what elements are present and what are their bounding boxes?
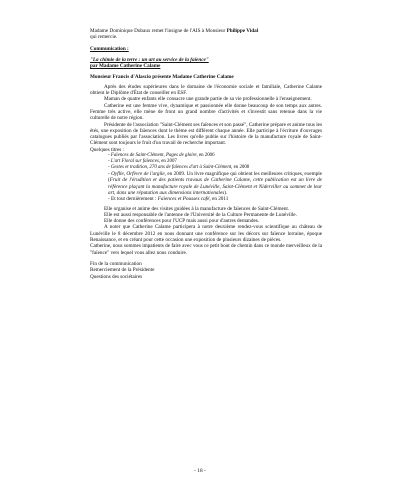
bio-paragraph: Maman de quatre enfants elle consacre une grande partie de sa vie professionnelle à l'enseignement.: [104, 96, 312, 103]
intro-text-after: qui remercie.: [90, 34, 118, 41]
communication-heading: Communication :: [90, 45, 129, 52]
bio-paragraph: Après des études supérieures dans le domaine de l'économie sociale et familiale, Catherine Calame obtient le Diplôme d'État de conseiller en ESF.: [90, 83, 322, 97]
honoree-name: Philippe Vidal: [226, 28, 259, 34]
closing-paragraph: Catherine, nous sommes impatients de faire avec vous ce petit bout de chemin dans ce monde merveilleux de la "faïence" vers lequel vous allez nous conduire.: [90, 243, 322, 256]
bio-paragraph: Présidente de l'association "Saint-Clément ses faïences et son passé", Catherine prépare et anime tous les étés, une exposition de faïences dont le thème est différent chaque année. Elle participe à l'écriture d'ouvrages catalogues publiés par l'association. Les livres qu'elle publie sur l'histoire de la manufacture royale de Saint-Clément sont toujours le fruit d'un travail de recherche important.: [90, 121, 322, 147]
document-page: [90, 28, 322, 280]
presenter-heading: Monsieur Francis d'Alascio présente Madame Catherine Calame: [90, 74, 234, 81]
book-item: - Faïences de Saint-Clément, Pages de gloire, en 2006: [108, 153, 215, 159]
end-item: Questions des sociétaires: [90, 273, 143, 280]
book-item: - Gestes et tradition, 270 ans de faïences d'art à Saint-Clément, en 2008: [108, 165, 250, 171]
bio-paragraph: Catherine est une femme vive, dynamique et passionnée elle donne beaucoup de son temps aux autres. Femme très active, elle mène de front un grand nombre d'activités et s'investit sans retenue dans la vie culturelle de notre région.: [90, 102, 322, 122]
activity-paragraph: Elle organise et anime des visites guidées à la manufacture de faïences de Saint-Clément.: [104, 205, 290, 212]
activity-paragraph: Elle donne des conférences pour l'UCP mais aussi pour d'autres demandes.: [104, 218, 260, 225]
intro-text: Madame Dominique Dubaux remet l'insigne de l'AIS à Monsieur: [90, 28, 227, 34]
activity-paragraph: Elle est aussi responsable de l'antenne de l'Université de la Culture Permanente de Lunéville.: [104, 211, 297, 218]
end-item: Remerciement de la Présidente: [90, 267, 155, 274]
titles-label: Quelques titres :: [90, 146, 124, 153]
page-number: - 18 -: [194, 468, 206, 474]
communication-title: "La chimie de la terre : un art au service de la faïence": [90, 56, 209, 63]
end-item: Fin de la communication: [90, 260, 142, 267]
activity-paragraph: A noter que Catherine Calame participera à notre deuxième rendez-vous scientifique au château de Lunéville le 8 décembre 2012 en nous donnant une conférence sur les décors sur faïence lorraine, époque Renaissance, et en créant pour cette occasion une exposition de plusieurs dizaines de pièces.: [90, 224, 322, 244]
oyfile-paragraph: - Oyflle, Orfèvre de l'argile, en 2009. Un livre magnifique qui obtient les meilleures critiques, exemple (Fruit de l'érudition et des patients travaux de Catherine Calame, cette publication est un livre de référence plaçant la manufacture royale de Lunéville, Saint-Clément et Niderviller au sommet de leur art, dans une réputation aux dimensions internationales).: [108, 171, 322, 196]
book-item: - L'art Floral sur faïences, en 2007: [108, 159, 177, 165]
communication-byline: par Madame Catherine Calame: [90, 63, 161, 70]
intro-paragraph: [90, 28, 322, 41]
latest-book: - Et tout dernièrement : Faïences et Pousses café, en 2011: [108, 196, 229, 203]
